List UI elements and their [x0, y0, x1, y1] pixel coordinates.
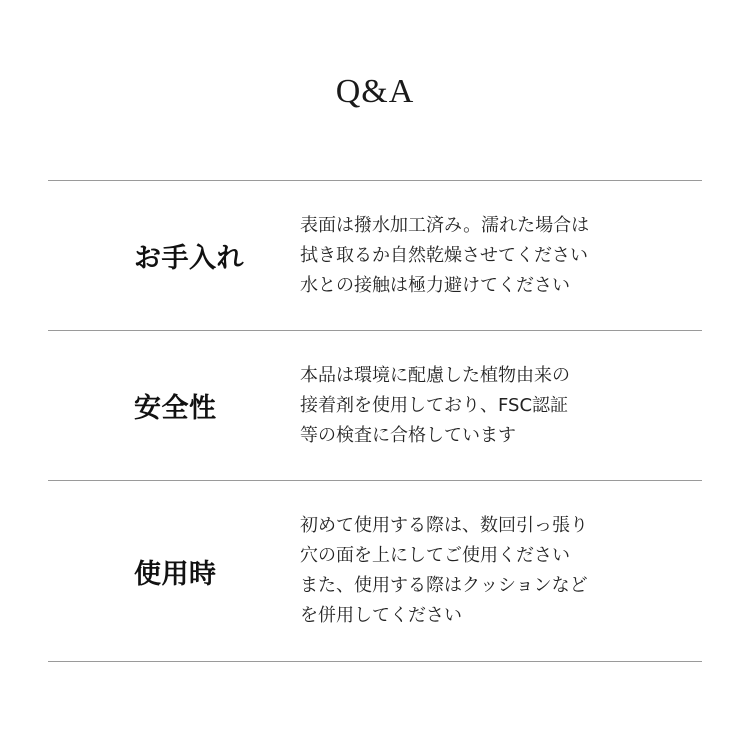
qa-label-usage: 使用時	[134, 558, 217, 590]
answer-line: 等の検査に合格しています	[300, 424, 516, 446]
divider	[48, 661, 702, 662]
qa-row-usage	[48, 481, 702, 661]
answer-line: 水との接触は極力避けてください	[300, 274, 570, 296]
answer-line: 本品は環境に配慮した植物由来の	[300, 364, 570, 386]
answer-line: 拭き取るか自然乾燥させてください	[300, 244, 588, 266]
qa-label-care: お手入れ	[134, 243, 244, 274]
answer-line: 表面は撥水加工済み。濡れた場合は	[300, 214, 590, 236]
answer-line: また、使用する際はクッションなど	[300, 575, 588, 596]
answer-line: 接着剤を使用しており、FSC認証	[300, 394, 569, 416]
qa-row-safety	[48, 331, 702, 480]
qa-label-safety: 安全性	[134, 393, 217, 424]
page-title: Q&A	[335, 73, 415, 110]
answer-line: を併用してください	[300, 605, 462, 626]
qa-answer-care	[300, 181, 589, 330]
qa-row-care	[48, 181, 702, 330]
qa-answer-usage	[300, 481, 588, 661]
answer-line: 穴の面を上にしてご使用ください	[300, 545, 570, 566]
qa-answer-safety	[300, 331, 570, 480]
answer-line: 初めて使用する際は、数回引っ張り	[300, 515, 588, 536]
